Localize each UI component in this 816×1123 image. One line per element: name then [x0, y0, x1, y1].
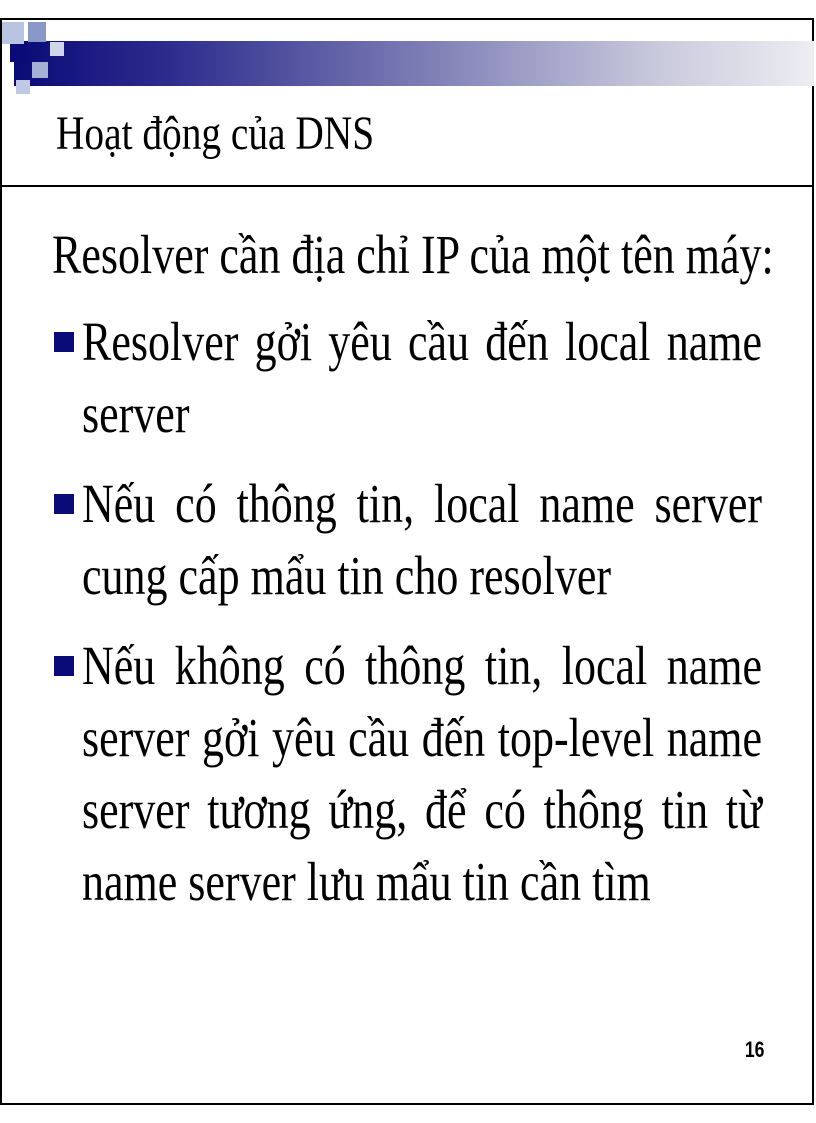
decorative-square [2, 22, 24, 44]
bullet-item [52, 306, 768, 450]
slide [0, 18, 814, 1105]
bullet-text: Nếu có thông tin, local name server cung cấp mẩu tin cho resolver [82, 473, 762, 606]
decorative-square [50, 42, 64, 56]
page-number: 16 [744, 1037, 764, 1062]
intro-text: Resolver cần địa chỉ IP của một tên máy: [52, 224, 774, 285]
slide-title: Hoạt động của DNS [56, 107, 375, 160]
bullet-text: Nếu không có thông tin, local name server gởi yêu cầu đến top-level name server tương ứng, để có thông tin từ name server lưu mẩu tin cần tìm [82, 635, 762, 912]
title-bar [2, 20, 812, 187]
bullet-item [52, 468, 768, 612]
decorative-square [16, 80, 30, 94]
slide-content [52, 218, 774, 918]
bullet-text: Resolver gởi yêu cầu đến local name server [82, 311, 762, 444]
bullet-item [52, 630, 768, 918]
square-bullet-icon [54, 656, 74, 676]
square-bullet-icon [54, 332, 74, 352]
decorative-square [10, 44, 28, 62]
title-accent-band [14, 41, 814, 86]
square-bullet-icon [54, 494, 74, 514]
decorative-square [32, 62, 48, 78]
decorative-square [28, 22, 46, 42]
